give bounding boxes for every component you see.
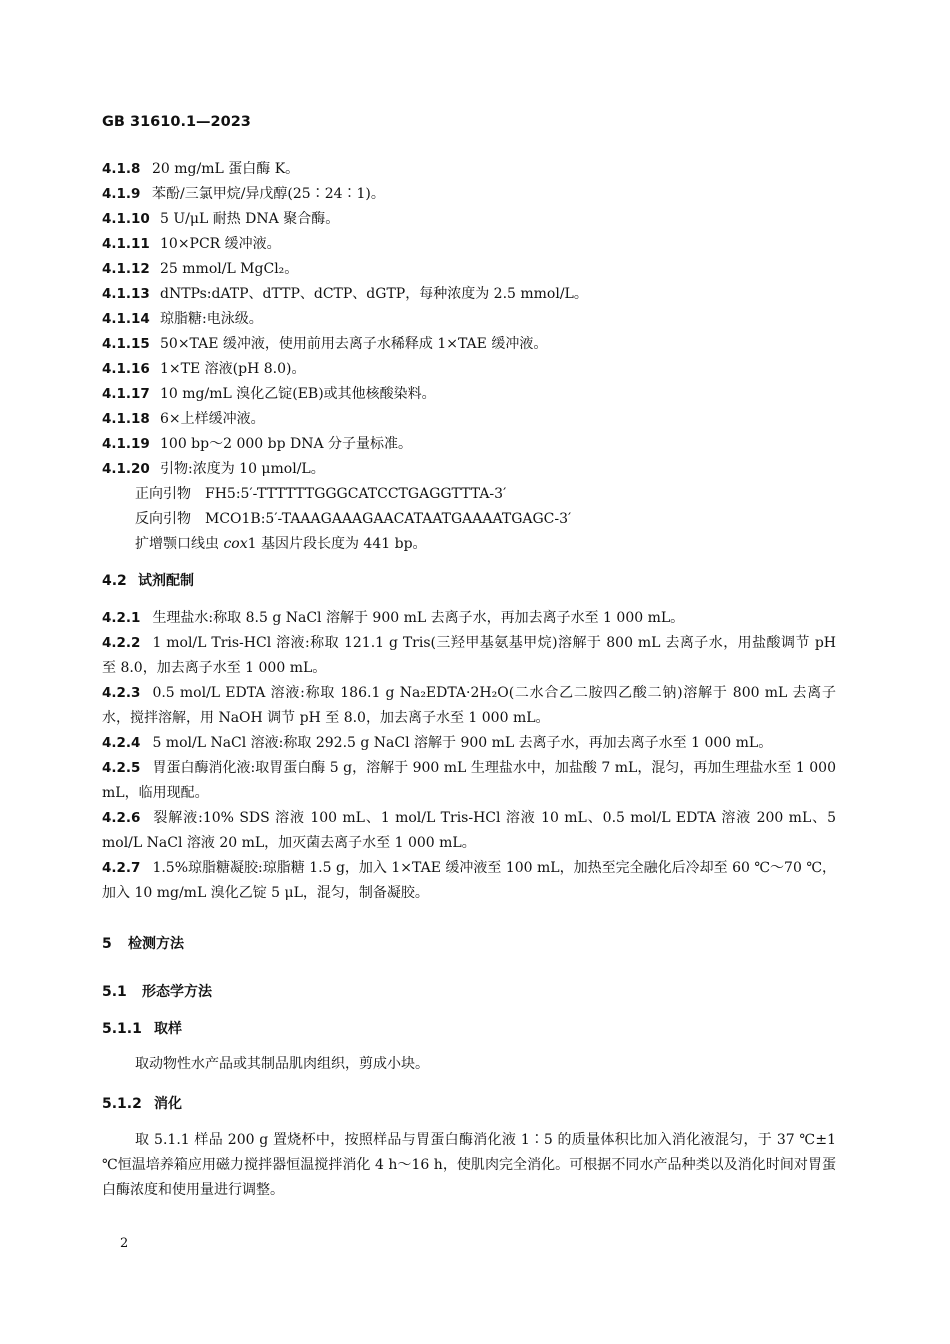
section-heading: 5.1.2 消化: [102, 1096, 182, 1112]
reagent-paragraph: 4.2.2 1 mol/L Tris-HCl 溶液:称取 121.1 g Tris(三羟甲基氨基甲烷)溶解于 800 mL 去离子水，用盐酸调节 pH 至 8.0，加去离子水至 1 000 mL。: [102, 635, 836, 676]
list-item: 4.1.10 5 U/μL 耐热 DNA 聚合酶。: [102, 211, 340, 227]
forward-primer: 正向引物 FH5:5′-TTTTTTGGGCATCCTGAGGTTTA-3′: [135, 486, 507, 502]
list-item: 4.1.14 琼脂糖:电泳级。: [102, 311, 263, 327]
reagent-paragraph: 4.2.5 胃蛋白酶消化液:取胃蛋白酶 5 g，溶解于 900 mL 生理盐水中，加盐酸 7 mL，混匀，再加生理盐水至 1 000 mL，临用现配。: [102, 760, 836, 801]
list-item: 4.1.12 25 mmol/L MgCl₂。: [102, 261, 299, 277]
body-paragraph: 取 5.1.1 样品 200 g 置烧杯中，按照样品与胃蛋白酶消化液 1∶5 的质量体积比加入消化液混匀，于 37 ℃±1 ℃恒温培养箱应用磁力搅拌器恒温搅拌消化 4 h～16 h，使肌肉完全消化。可根据不同水产品种类以及消化时间对胃蛋白酶浓度和使用量进行调整。: [102, 1132, 836, 1198]
reagent-paragraph: 4.2.3 0.5 mol/L EDTA 溶液:称取 186.1 g Na₂EDTA·2H₂O(二水合乙二胺四乙酸二钠)溶解于 800 mL 去离子水，搅拌溶解，用 NaOH 调节 pH 至 8.0，加去离子水至 1 000 mL。: [102, 685, 836, 726]
section-heading: 5.1.1 取样: [102, 1021, 182, 1037]
reagent-paragraph: 4.2.4 5 mol/L NaCl 溶液:称取 292.5 g NaCl 溶解于 900 mL 去离子水，再加去离子水至 1 000 mL。: [102, 735, 773, 751]
amplicon-note: 扩增颚口线虫 cox1 基因片段长度为 441 bp。: [135, 536, 427, 552]
list-item: 4.1.16 1×TE 溶液(pH 8.0)。: [102, 361, 306, 377]
reagent-paragraph: 4.2.6 裂解液:10% SDS 溶液 100 mL、1 mol/L Tris-HCl 溶液 10 mL、0.5 mol/L EDTA 溶液 200 mL、5 mol/L NaCl 溶液 20 mL，加灭菌去离子水至 1 000 mL。: [102, 810, 836, 851]
list-item: 4.1.13 dNTPs:dATP、dTTP、dCTP、dGTP，每种浓度为 2.5 mmol/L。: [102, 286, 588, 302]
standard-code: GB 31610.1—2023: [102, 114, 251, 130]
section-heading: 4.2 试剂配制: [102, 573, 194, 589]
list-item: 4.1.19 100 bp～2 000 bp DNA 分子量标准。: [102, 436, 413, 452]
reagent-paragraph: 4.2.1 生理盐水:称取 8.5 g NaCl 溶解于 900 mL 去离子水，再加去离子水至 1 000 mL。: [102, 610, 685, 626]
list-item: 4.1.20 引物:浓度为 10 μmol/L。: [102, 461, 325, 477]
list-item: 4.1.11 10×PCR 缓冲液。: [102, 236, 281, 252]
list-item: 4.1.8 20 mg/mL 蛋白酶 K。: [102, 161, 300, 177]
list-item: 4.1.15 50×TAE 缓冲液，使用前用去离子水稀释成 1×TAE 缓冲液。: [102, 336, 548, 352]
list-item: 4.1.18 6×上样缓冲液。: [102, 411, 265, 427]
section-heading: 5 检测方法: [102, 936, 184, 952]
body-paragraph: 取动物性水产品或其制品肌肉组织，剪成小块。: [135, 1056, 429, 1072]
reverse-primer: 反向引物 MCO1B:5′-TAAAGAAAGAACATAATGAAAATGAGC-3′: [135, 511, 572, 527]
page-number: 2: [120, 1236, 129, 1251]
list-item: 4.1.9 苯酚/三氯甲烷/异戊醇(25∶24∶1)。: [102, 186, 385, 202]
reagent-paragraph: 4.2.7 1.5%琼脂糖凝胶:琼脂糖 1.5 g，加入 1×TAE 缓冲液至 100 mL，加热至完全融化后冷却至 60 ℃～70 ℃，加入 10 mg/mL 溴化乙锭 5 μL，混匀，制备凝胶。: [102, 860, 836, 901]
section-heading: 5.1 形态学方法: [102, 984, 212, 1000]
list-item: 4.1.17 10 mg/mL 溴化乙锭(EB)或其他核酸染料。: [102, 386, 436, 402]
